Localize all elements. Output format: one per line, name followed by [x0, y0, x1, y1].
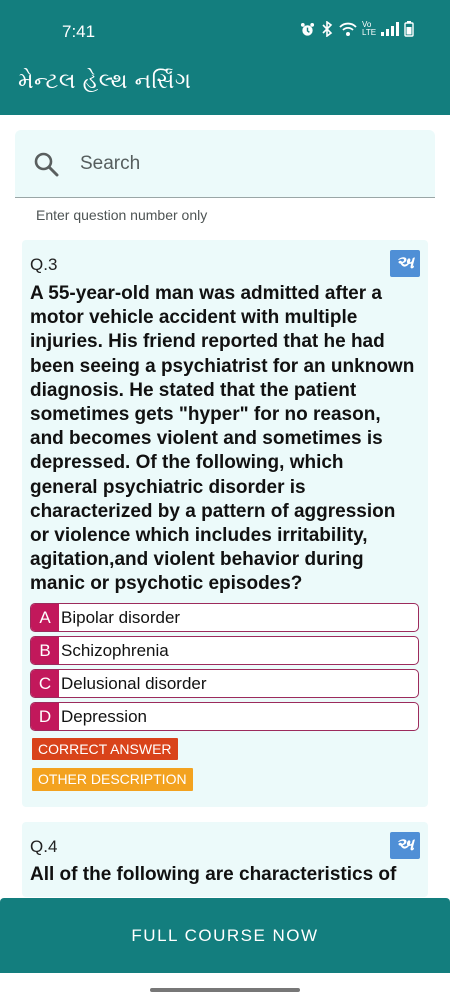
battery-icon [404, 21, 414, 37]
gujarati-translate-icon[interactable]: અ [390, 832, 420, 859]
alarm-icon [300, 22, 315, 37]
option-letter: D [31, 703, 59, 730]
other-description-button[interactable]: OTHER DESCRIPTION [32, 768, 193, 791]
option-text: Bipolar disorder [61, 608, 181, 627]
option-c[interactable] [30, 669, 419, 698]
wifi-icon [339, 22, 357, 37]
bluetooth-icon [320, 21, 334, 37]
search-icon [33, 151, 59, 177]
question-card [22, 822, 428, 897]
question-text: All of the following are characteristics of [30, 864, 397, 885]
option-letter: C [31, 670, 59, 697]
correct-answer-button[interactable]: CORRECT ANSWER [32, 738, 178, 760]
option-a[interactable] [30, 603, 419, 632]
option-letter: B [31, 637, 59, 664]
option-letter: A [31, 604, 59, 631]
app-title: મેન્ટલ હેલ્થ નર્સિંગ [18, 68, 192, 93]
question-number: Q.3 [30, 255, 58, 274]
option-text: Delusional disorder [61, 674, 207, 693]
option-d[interactable] [30, 702, 419, 731]
question-text: A 55-year-old man was admitted after a motor vehicle accident with multiple injuries. His friend reported that he had been seeing a psychiatrist for an unknown diagnosis. He stated that the patient sometimes gets "hyper" for no reason, and becomes violent and sometimes is depressed. Of the following, which general psychiatric disorder is characterized by a pattern of aggression or violence which includes irritability, agitation,and violent behavior during manic or psychotic episodes? [30, 283, 415, 595]
question-number: Q.4 [30, 837, 58, 856]
search-placeholder: Search [80, 153, 141, 174]
option-b[interactable] [30, 636, 419, 665]
option-text: Schizophrenia [61, 641, 169, 660]
status-bar [0, 0, 450, 60]
volte-icon: Vo LTE [362, 20, 377, 37]
question-card [22, 240, 428, 807]
home-handle[interactable] [150, 988, 300, 992]
search-hint: Enter question number only [36, 207, 208, 223]
status-time: 7:41 [62, 22, 96, 41]
signal-icon [381, 22, 399, 36]
navigation-bar [0, 973, 450, 1000]
full-course-button[interactable]: FULL COURSE NOW [0, 898, 450, 973]
search-field[interactable] [15, 130, 435, 198]
status-icons [300, 21, 414, 37]
option-text: Depression [61, 707, 147, 726]
app-bar [0, 60, 450, 115]
gujarati-translate-icon[interactable]: અ [390, 250, 420, 277]
